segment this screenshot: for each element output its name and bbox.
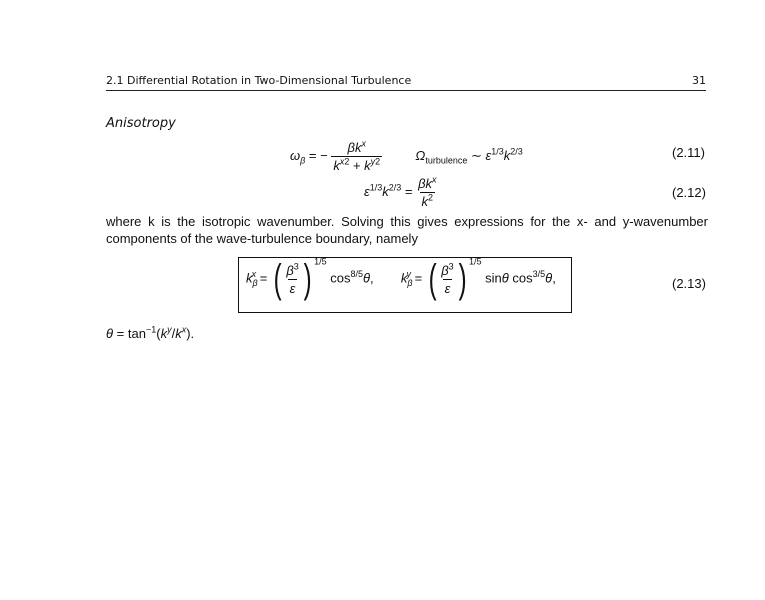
equation-2-13: $k_\beta^x$ = ( $\frac{\beta^3}{\varepsilon}$ ) $^{1/5}$ $\cos^{8/5}\theta$, $k_\beta^y$ = ( $\frac{\beta^3}{\varepsilon}$ ) $^{1/5}$ sinθ $\cos^{3/5}\theta$,	[246, 256, 556, 301]
equation-number-2-11: (2.11)	[672, 145, 705, 160]
header-section-title: 2.1 Differential Rotation in Two-Dimensional Turbulence	[106, 74, 412, 87]
running-header	[106, 74, 706, 87]
theta-definition: $\theta = \tan^{-1}(k^y/k^x)$.	[106, 324, 195, 341]
equation-2-12: $\varepsilon^{1/3}k^{2/3}$ = $\frac{\beta k^x}{k^2}$	[364, 174, 437, 209]
equation-number-2-13: (2.13)	[672, 276, 706, 291]
body-paragraph: where k is the isotropic wavenumber. Solving this gives expressions for the x- and y-wavenumber components of the wave-turbulence boundary, namely	[106, 214, 708, 246]
page-number: 31	[692, 74, 706, 87]
equation-number-2-12: (2.12)	[672, 185, 706, 200]
equation-2-11: $\omega_\beta$ = − $\frac{\beta k^x}{k^{x2} + k^{y2}}$ $\Omega_{turbulence}$ ∼ $\varepsilon^{1/3}k^{2/3}$	[290, 138, 523, 173]
header-rule	[106, 90, 706, 91]
subsection-title: Anisotropy	[106, 116, 176, 131]
